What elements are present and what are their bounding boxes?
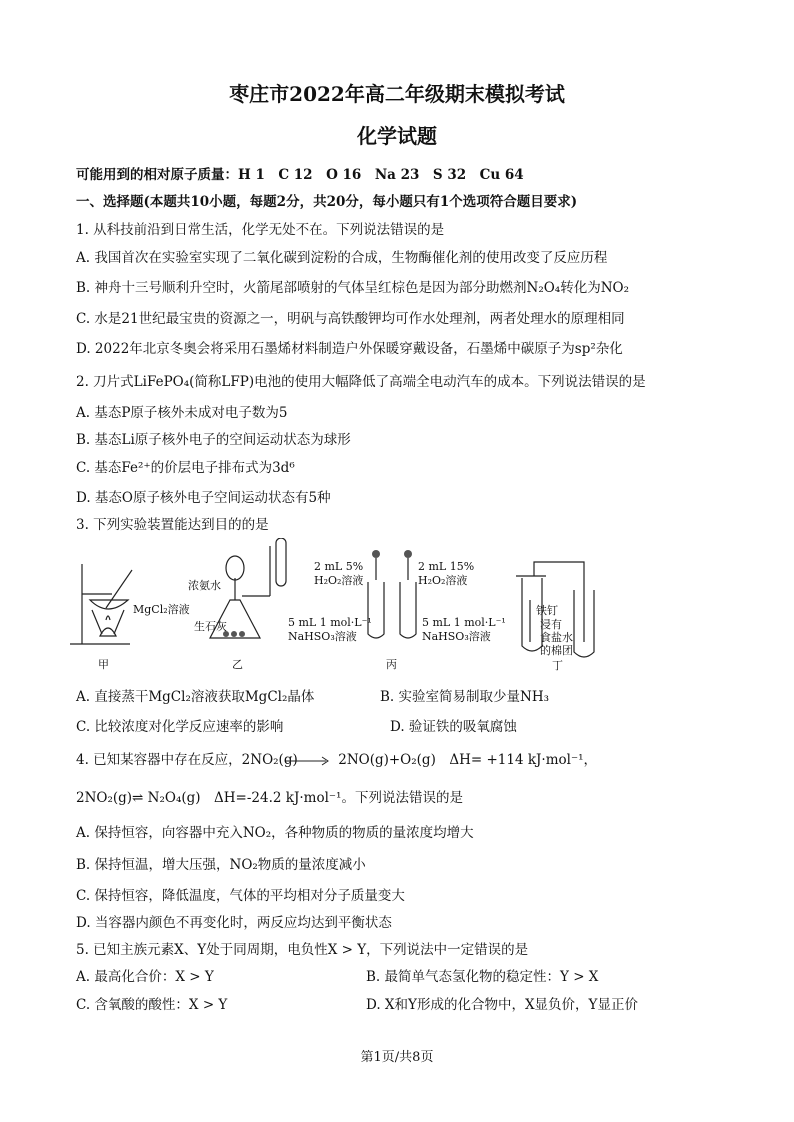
q5-option-d: D. X和Y形成的化合物中，X显负价，Y显正价 [366, 997, 638, 1013]
q3-option-d: D. 验证铁的吸氧腐蚀 [390, 719, 517, 735]
jia-glass-rod [106, 570, 132, 608]
yi-top-label: 浓氨水 [188, 579, 221, 592]
bing-dropper-bulb-2 [404, 550, 412, 558]
q1-option-a: A. 我国首次在实验室实现了二氧化碳到淀粉的合成，生物酶催化剂的使用改变了反应历程 [76, 250, 608, 266]
q3-option-b: B. 实验室简易制取少量NH₃ [380, 689, 550, 705]
exam-title: 枣庄市2022年高二年级期末模拟考试 [229, 82, 565, 106]
q1-stem: 1. 从科技前沿到日常生活，化学无处不在。下列说法错误的是 [76, 222, 445, 238]
ding-cotton-line2: 食盐水 [540, 631, 573, 644]
q4-option-d: D. 当容器内颜色不再变化时，两反应均达到平衡状态 [76, 915, 392, 931]
bing-add2-line2: H₂O₂溶液 [418, 574, 468, 587]
q3-option-a: A. 直接蒸干MgCl₂溶液获取MgCl₂晶体 [76, 689, 315, 705]
q4-stem-line2: 2NO₂(g)⇌ N₂O₄(g) ΔH=-24.2 kJ·mol⁻¹。下列说法错误的是 [76, 790, 463, 806]
yi-collecting-tube [276, 538, 286, 586]
yi-solid-dot [231, 631, 237, 637]
ding-nail-label: 铁钉 [536, 604, 558, 617]
jia-flame [106, 616, 110, 620]
q5-stem: 5. 已知主族元素X、Y处于同周期，电负性X > Y，下列说法中一定错误的是 [76, 942, 529, 958]
jia-tripod [92, 610, 124, 634]
q3-apparatus-figure [70, 538, 710, 672]
bing-sol2-line2: NaHSO₃溶液 [422, 630, 491, 643]
bing-caption: 丙 [386, 658, 397, 671]
page-footer: 第1页/共8页 [360, 1050, 434, 1065]
ding-caption: 丁 [552, 659, 563, 672]
q3-stem: 3. 下列实验装置能达到目的的是 [76, 517, 269, 533]
q1-option-b: B. 神舟十三号顺利升空时，火箭尾部喷射的气体呈红棕色是因为部分助燃剂N₂O₄转化为NO₂ [76, 280, 629, 296]
q5-option-a: A. 最高化合价：X > Y [76, 969, 214, 985]
q3-option-c: C. 比较浓度对化学反应速率的影响 [76, 719, 284, 735]
q4-option-b: B. 保持恒温，增大压强，NO₂物质的量浓度减小 [76, 857, 366, 873]
bing-add2-line1: 2 mL 15% [418, 560, 475, 573]
q2-option-d: D. 基态O原子核外电子空间运动状态有5种 [76, 490, 331, 506]
bing-test-tube-2 [400, 582, 416, 638]
yi-solid-dot [239, 631, 245, 637]
q2-stem: 2. 刀片式LiFePO₄(简称LFP)电池的使用大幅降低了高端全电动汽车的成本。下列说法错误的是 [76, 374, 646, 390]
q4-option-a: A. 保持恒容，向容器中充入NO₂，各种物质的物质的量浓度均增大 [76, 825, 474, 841]
q4-reaction-arrow [282, 754, 332, 768]
bing-sol1-line2: NaHSO₃溶液 [288, 630, 357, 643]
bing-test-tube-1 [368, 582, 384, 638]
q2-option-b: B. 基态Li原子核外电子的空间运动状态为球形 [76, 432, 351, 448]
q2-option-a: A. 基态P原子核外未成对电子数为5 [76, 405, 288, 421]
jia-caption: 甲 [98, 658, 109, 671]
ding-cotton-line3: 的棉团 [540, 644, 573, 657]
q4-option-c: C. 保持恒容，降低温度，气体的平均相对分子质量变大 [76, 888, 405, 904]
section-heading: 一、选择题(本题共10小题，每题2分，共20分，每小题只有1个选项符合题目要求) [76, 194, 578, 210]
bing-add1-line1: 2 mL 5% [314, 560, 364, 573]
atomic-masses: 可能用到的相对原子质量：H 1 C 12 O 16 Na 23 S 32 Cu 64 [76, 167, 524, 183]
q1-option-c: C. 水是21世纪最宝贵的资源之一，明矾与高铁酸钾均可作水处理剂，两者处理水的原理相同 [76, 311, 625, 327]
bing-dropper-bulb-1 [372, 550, 380, 558]
jia-alcohol-lamp [100, 628, 116, 636]
q5-option-c: C. 含氧酸的酸性：X > Y [76, 997, 228, 1013]
bing-add1-line2: H₂O₂溶液 [314, 574, 364, 587]
q1-option-d: D. 2022年北京冬奥会将采用石墨烯材料制造户外保暖穿戴设备，石墨烯中碳原子为sp²杂化 [76, 341, 623, 357]
q4-stem: 4. 已知某容器中存在反应，2NO₂(g) 2NO(g)+O₂(g) ΔH= +114 kJ·mol⁻¹， [76, 752, 598, 768]
bing-sol1-line1: 5 mL 1 mol·L⁻¹ [288, 616, 372, 629]
exam-subtitle: 化学试题 [357, 124, 437, 148]
yi-caption: 乙 [232, 658, 243, 671]
jia-liquid-label: MgCl₂溶液 [133, 603, 190, 616]
bing-sol2-line1: 5 mL 1 mol·L⁻¹ [422, 616, 506, 629]
ding-cotton-line1: 浸有 [540, 618, 562, 631]
yi-solid-label: 生石灰 [194, 620, 227, 633]
yi-separatory-funnel [226, 556, 244, 580]
q5-option-b: B. 最简单气态氢化物的稳定性：Y > X [366, 969, 599, 985]
q2-option-c: C. 基态Fe²⁺的价层电子排布式为3d⁶ [76, 460, 295, 476]
